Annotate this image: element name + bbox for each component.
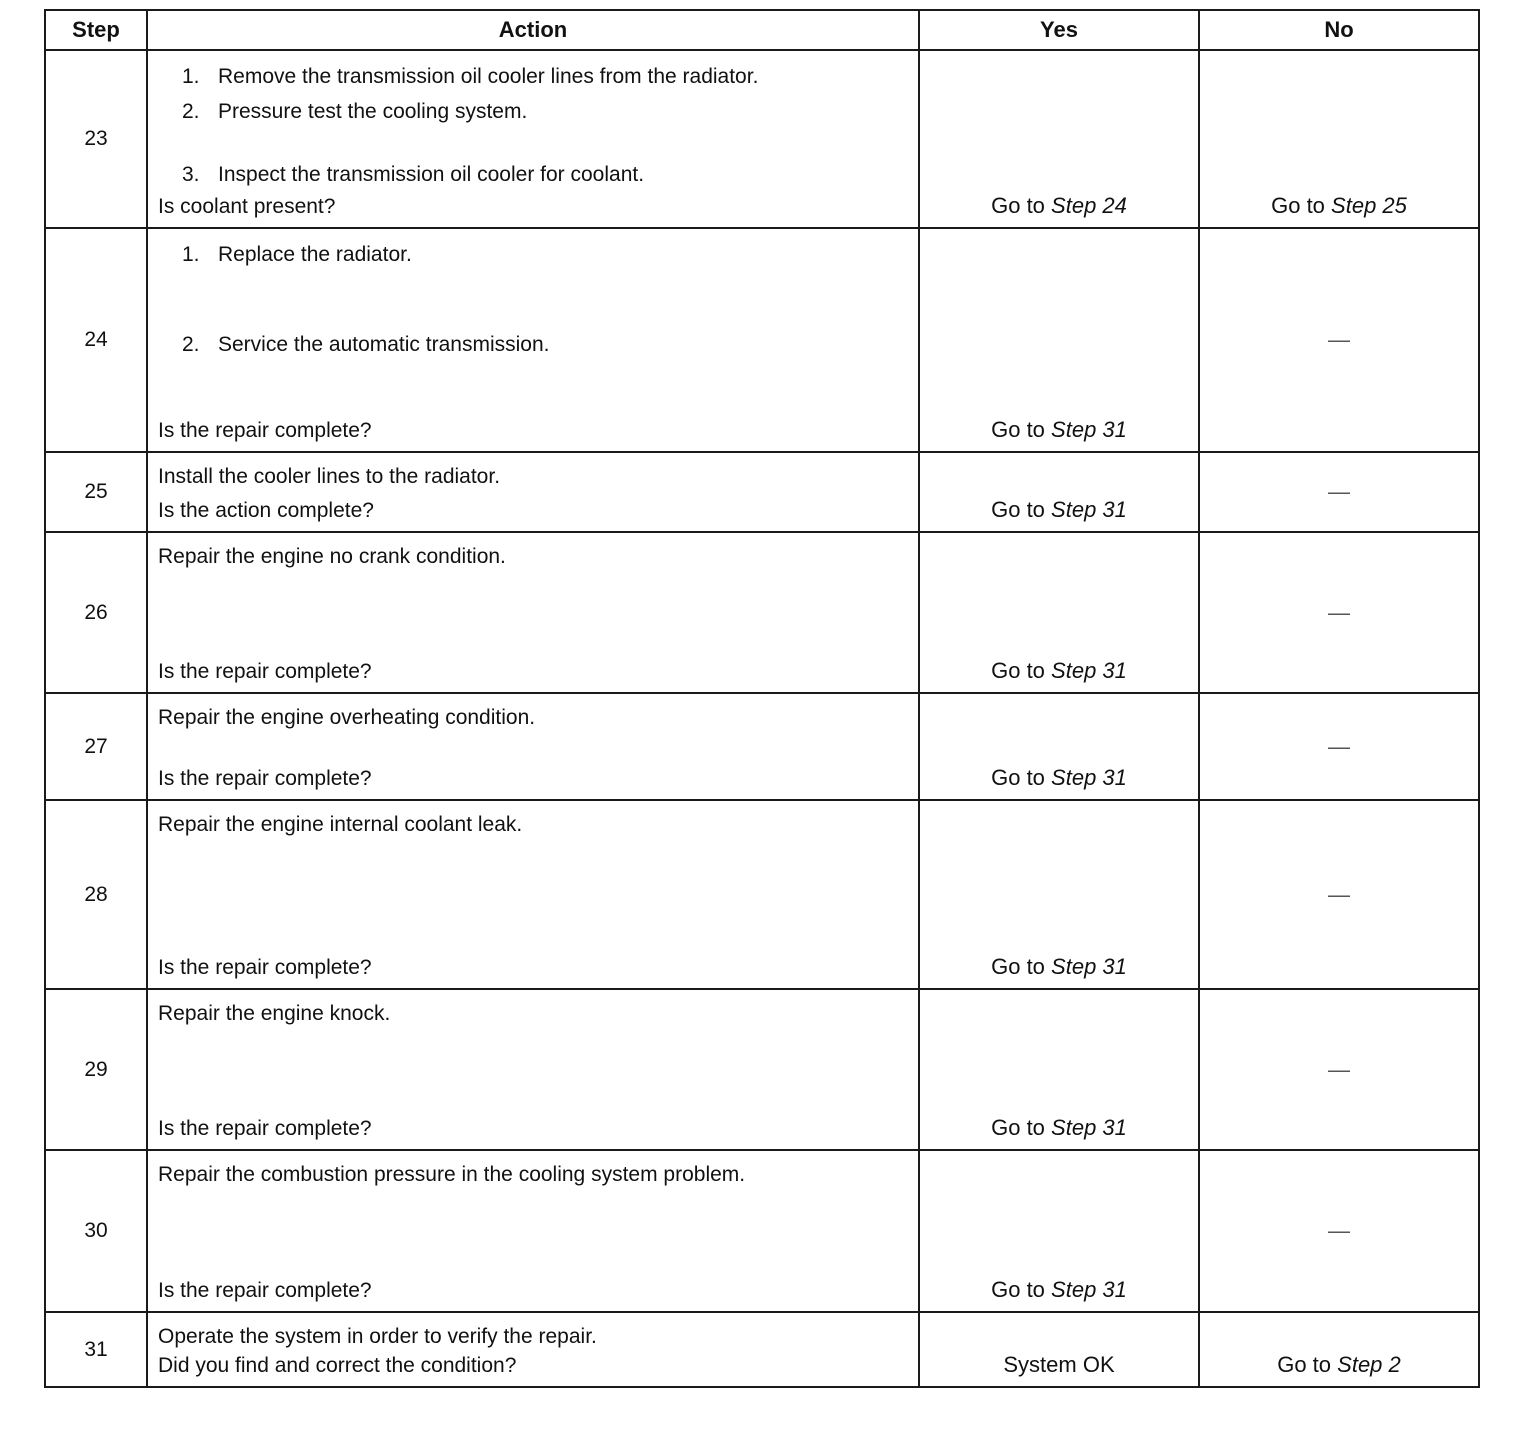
action-question: Did you find and correct the condition? (158, 1354, 517, 1377)
action-cell (147, 228, 919, 452)
action-cell (147, 1150, 919, 1312)
action-cell (147, 800, 919, 989)
action-question: Is the repair complete? (158, 1117, 372, 1140)
step-number: 31 (45, 1312, 147, 1387)
list-item: 1. Remove the transmission oil cooler lines from the radiator. (182, 65, 759, 88)
table-row (45, 1312, 1479, 1387)
goto-step-link: Step 31 (1051, 1277, 1127, 1302)
diagnostic-table (44, 9, 1480, 1388)
no-cell (1199, 800, 1479, 989)
action-text: Operate the system in order to verify the repair. (158, 1325, 597, 1348)
goto-step-link: Step 24 (1051, 193, 1127, 218)
no-cell (1199, 693, 1479, 800)
step-number: 27 (45, 693, 147, 800)
no-dash: — (1328, 479, 1350, 504)
yes-cell (919, 1312, 1199, 1387)
action-cell (147, 452, 919, 532)
no-cell (1199, 532, 1479, 693)
table-row (45, 800, 1479, 989)
yes-cell: Go to Step 31 (919, 693, 1199, 800)
action-question: Is the repair complete? (158, 660, 372, 683)
header-action: Action (147, 10, 919, 50)
no-cell: Go to Step 25 (1199, 50, 1479, 228)
no-dash: — (1328, 327, 1350, 352)
list-item: 2. Pressure test the cooling system. (182, 100, 528, 123)
action-cell (147, 50, 919, 228)
goto-step-link: Step 31 (1051, 497, 1127, 522)
yes-cell: Go to Step 31 (919, 800, 1199, 989)
list-item: 1. Replace the radiator. (182, 243, 412, 266)
action-question: Is the repair complete? (158, 767, 372, 790)
action-text: Repair the engine no crank condition. (158, 545, 506, 568)
table-row (45, 693, 1479, 800)
list-item: 2. Service the automatic transmission. (182, 333, 550, 356)
step-number: 24 (45, 228, 147, 452)
no-cell: Go to Step 2 (1199, 1312, 1479, 1387)
goto-step-link: Step 31 (1051, 954, 1127, 979)
header-yes: Yes (919, 10, 1199, 50)
goto-step-link: Step 31 (1051, 417, 1127, 442)
table-row (45, 1150, 1479, 1312)
action-text: Repair the combustion pressure in the cooling system problem. (158, 1163, 746, 1186)
system-ok-text: System OK (1003, 1352, 1115, 1377)
table-row (45, 228, 1479, 452)
action-question: Is the repair complete? (158, 1279, 372, 1302)
no-cell (1199, 1150, 1479, 1312)
action-list (148, 229, 918, 362)
step-number: 25 (45, 452, 147, 532)
table-row (45, 50, 1479, 228)
no-dash: — (1328, 733, 1350, 759)
no-dash: — (1328, 1056, 1350, 1082)
goto-step-link: Step 25 (1331, 193, 1407, 218)
table-row (45, 532, 1479, 693)
no-dash: — (1328, 881, 1350, 907)
no-cell (1199, 989, 1479, 1150)
step-number: 28 (45, 800, 147, 989)
no-cell (1199, 228, 1479, 452)
action-text: Repair the engine knock. (158, 1002, 391, 1025)
action-cell (147, 693, 919, 800)
yes-cell: Go to Step 31 (919, 452, 1199, 532)
yes-cell: Go to Step 24 (919, 50, 1199, 228)
action-text: Install the cooler lines to the radiator. (158, 465, 501, 488)
action-text: Repair the engine internal coolant leak. (158, 813, 523, 836)
goto-step-link: Step 2 (1337, 1352, 1401, 1377)
no-cell (1199, 452, 1479, 532)
action-question: Is the repair complete? (158, 419, 372, 442)
table-row (45, 452, 1479, 532)
action-question: Is coolant present? (158, 195, 336, 218)
goto-step-link: Step 31 (1051, 658, 1127, 683)
table-row (45, 989, 1479, 1150)
header-no: No (1199, 10, 1479, 50)
header-row (45, 10, 1479, 50)
action-question: Is the action complete? (158, 499, 374, 522)
header-step: Step (45, 10, 147, 50)
yes-cell: Go to Step 31 (919, 532, 1199, 693)
list-item: 3. Inspect the transmission oil cooler for coolant. (182, 163, 645, 186)
action-text: Repair the engine overheating condition. (158, 706, 536, 729)
step-number: 29 (45, 989, 147, 1150)
action-cell (147, 1312, 919, 1387)
step-number: 30 (45, 1150, 147, 1312)
action-list (148, 51, 918, 192)
yes-cell: Go to Step 31 (919, 989, 1199, 1150)
yes-cell: Go to Step 31 (919, 228, 1199, 452)
no-dash: — (1328, 1218, 1350, 1243)
yes-cell: Go to Step 31 (919, 1150, 1199, 1312)
step-number: 23 (45, 50, 147, 228)
action-cell (147, 532, 919, 693)
step-number: 26 (45, 532, 147, 693)
goto-step-link: Step 31 (1051, 765, 1127, 790)
action-cell (147, 989, 919, 1150)
goto-step-link: Step 31 (1051, 1115, 1127, 1140)
action-question: Is the repair complete? (158, 956, 372, 979)
no-dash: — (1328, 599, 1350, 625)
